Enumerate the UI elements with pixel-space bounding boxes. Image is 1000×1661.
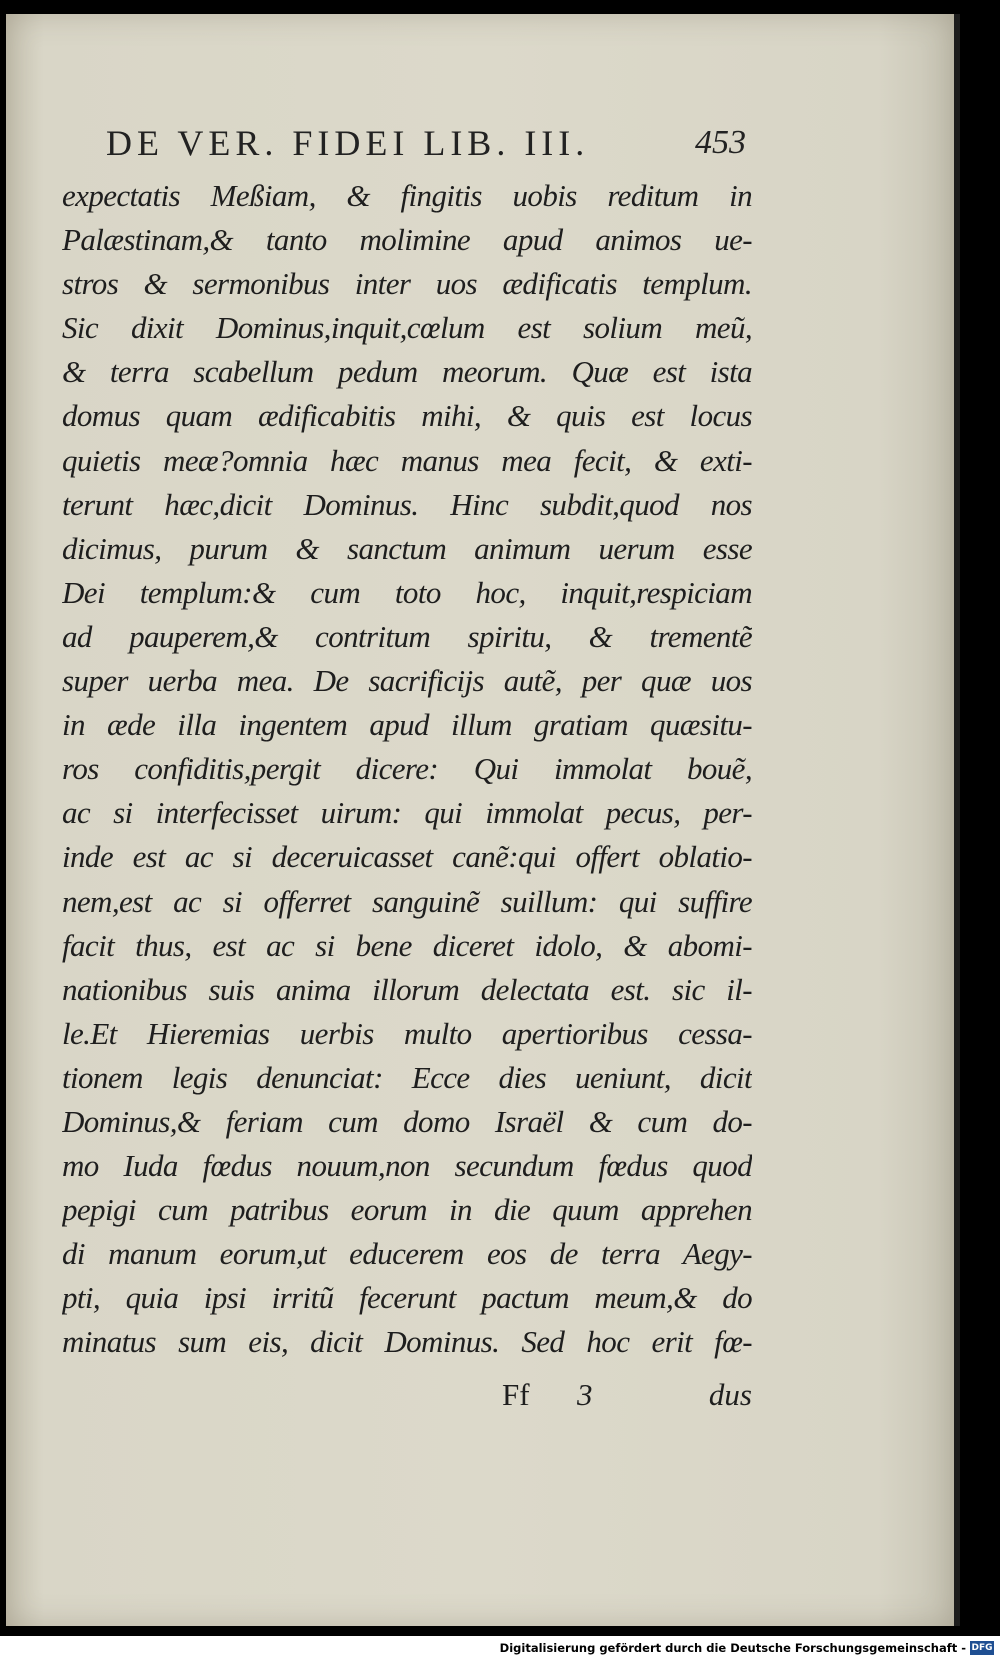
text-line: Sic dixit Dominus,inquit,cœlum est solium meũ, [62,310,752,346]
text-line: & terra scabellum pedum meorum. Quæ est ista [62,354,752,390]
text-line: stros & sermonibus inter uos ædificatis templum. [62,266,752,302]
dfg-logo-icon: DFG [971,1643,993,1653]
text-line: expectatis Meßiam, & fingitis uobis reditum in [62,178,752,213]
text-line: pti, quia ipsi irritũ fecerunt pactum meum,& do [62,1280,752,1316]
credit-bar [0,1636,1000,1661]
text-line: Dei templum:& cum toto hoc, inquit,respiciam [62,574,752,610]
page-number: 453 [695,124,746,161]
body-text [62,174,752,1365]
text-line: inde est ac si deceruicasset canẽ:qui offert oblatio- [62,839,752,875]
text-line: ac si interfecisset uirum: qui immolat pecus, per- [62,795,752,831]
catchword: dus [708,1377,752,1412]
text-line: di manum eorum,ut educerem eos de terra Aegy- [62,1236,752,1272]
text-line: terunt hæc,dicit Dominus. Hinc subdit,quod nos [62,486,752,522]
text-line: nationibus suis anima illorum delectata est. sic il- [62,971,752,1007]
text-line: Dominus,& feriam cum domo Israël & cum do- [62,1103,752,1139]
text-line: super uerba mea. De sacrificijs autẽ, per quæ uos [62,663,752,699]
book-page [6,14,954,1626]
dfg-credit-text: Digitalisierung gefördert durch die Deutsche Forschungsgemeinschaft - [499,1641,966,1655]
page-footer [62,1377,752,1425]
text-line: in æde illa ingentem apud illum gratiam quæsitu- [62,707,752,743]
signature-number: 3 [577,1377,593,1412]
running-title: DE VER. FIDEI LIB. III. [106,123,590,163]
text-line: quietis meæ?omnia hæc manus mea fecit, & exti- [62,442,752,478]
text-line: facit thus, est ac si bene diceret idolo, & abomi- [62,927,752,963]
text-line: nem,est ac si offerret sanguinẽ suillum: qui suffire [62,883,752,919]
text-line: ros confiditis,pergit dicere: Qui immolat bouẽ, [62,751,752,787]
signature-mark: Ff [502,1377,530,1412]
text-line: domus quam ædificabitis mihi, & quis est locus [62,398,752,434]
text-line: Palæstinam,& tanto molimine apud animos ue- [62,222,752,258]
page-edge-shadow [954,14,960,1626]
text-line: tionem legis denunciat: Ecce dies ueniunt, dicit [62,1059,752,1095]
text-line: pepigi cum patribus eorum in die quum apprehen [62,1192,752,1228]
text-line: mo Iuda fœdus nouum,non secundum fœdus quod [62,1148,752,1184]
text-line: ad pauperem,& contritum spiritu, & trementẽ [62,618,752,654]
text-line: minatus sum eis, dicit Dominus. Sed hoc erit fœ- [62,1324,752,1360]
running-head [106,122,746,170]
text-line: dicimus, purum & sanctum animum uerum esse [62,530,752,566]
text-line: le.Et Hieremias uerbis multo apertioribus cessa- [62,1015,752,1051]
